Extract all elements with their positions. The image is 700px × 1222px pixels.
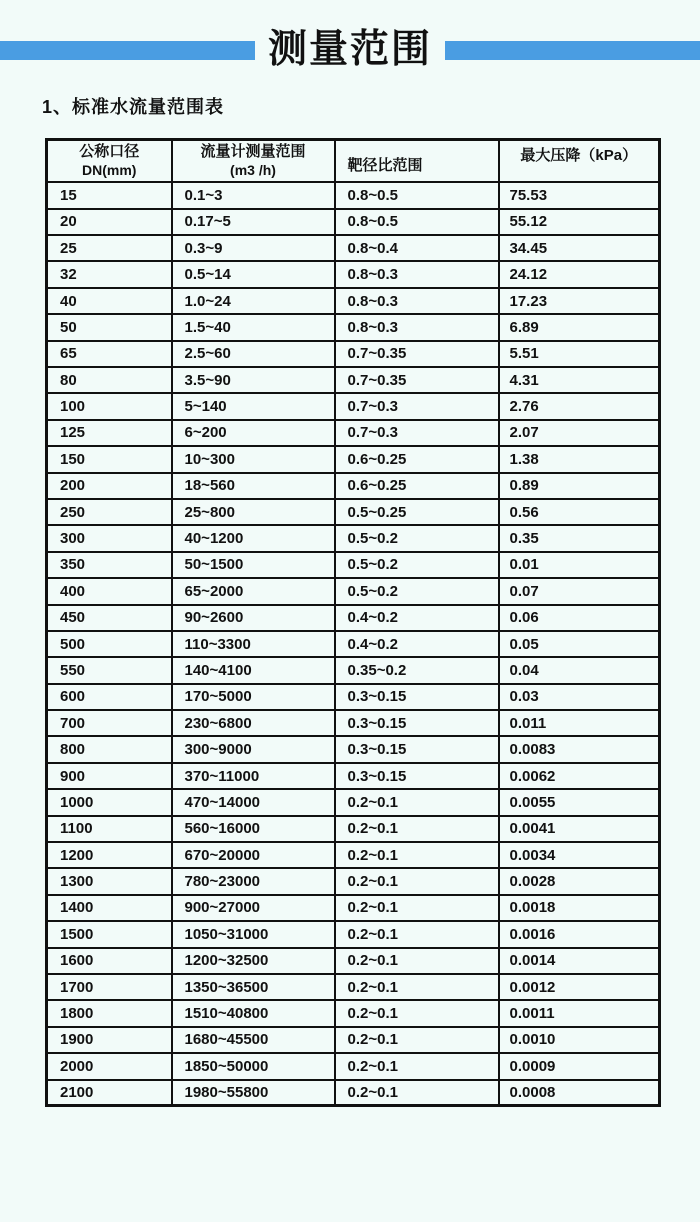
- table-row: [47, 974, 660, 1000]
- cell-max-pressure: 0.0012: [499, 974, 660, 1000]
- cell-dn: 200: [47, 473, 172, 499]
- table-row: [47, 420, 660, 446]
- cell-max-pressure: 34.45: [499, 235, 660, 261]
- cell-flow-range: 1510~40800: [172, 1000, 335, 1026]
- cell-dn: 1100: [47, 816, 172, 842]
- cell-ratio-range: 0.7~0.35: [335, 367, 499, 393]
- table-row: [47, 314, 660, 340]
- cell-flow-range: 65~2000: [172, 578, 335, 604]
- cell-ratio-range: 0.2~0.1: [335, 948, 499, 974]
- cell-dn: 2100: [47, 1080, 172, 1106]
- column-header-ratio-range-label: 靶径比范围: [347, 156, 423, 174]
- table-row: [47, 763, 660, 789]
- table-row: [47, 1080, 660, 1106]
- column-header-dn-unit: DN(mm): [82, 161, 137, 178]
- cell-max-pressure: 0.0008: [499, 1080, 660, 1106]
- cell-dn: 1000: [47, 789, 172, 815]
- cell-dn: 1700: [47, 974, 172, 1000]
- cell-max-pressure: 6.89: [499, 314, 660, 340]
- cell-dn: 250: [47, 499, 172, 525]
- cell-dn: 125: [47, 420, 172, 446]
- cell-max-pressure: 0.56: [499, 499, 660, 525]
- header-accent-bar-right: [445, 41, 700, 60]
- table-row: [47, 341, 660, 367]
- cell-max-pressure: 0.04: [499, 657, 660, 683]
- cell-max-pressure: 55.12: [499, 209, 660, 235]
- cell-ratio-range: 0.2~0.1: [335, 1000, 499, 1026]
- table-row: [47, 789, 660, 815]
- cell-ratio-range: 0.2~0.1: [335, 1080, 499, 1106]
- cell-ratio-range: 0.8~0.5: [335, 182, 499, 208]
- table-row: [47, 631, 660, 657]
- cell-dn: 80: [47, 367, 172, 393]
- cell-ratio-range: 0.7~0.35: [335, 341, 499, 367]
- cell-dn: 32: [47, 261, 172, 287]
- table-row: [47, 261, 660, 287]
- column-header-flow-range: [172, 140, 335, 183]
- cell-flow-range: 1050~31000: [172, 921, 335, 947]
- table-row: [47, 684, 660, 710]
- table-header: [47, 140, 660, 183]
- cell-dn: 50: [47, 314, 172, 340]
- cell-ratio-range: 0.2~0.1: [335, 895, 499, 921]
- page-root: [0, 22, 700, 1222]
- cell-flow-range: 110~3300: [172, 631, 335, 657]
- cell-ratio-range: 0.8~0.5: [335, 209, 499, 235]
- table-row: [47, 578, 660, 604]
- cell-dn: 1300: [47, 868, 172, 894]
- cell-max-pressure: 0.01: [499, 552, 660, 578]
- cell-ratio-range: 0.5~0.2: [335, 578, 499, 604]
- cell-flow-range: 10~300: [172, 446, 335, 472]
- cell-flow-range: 6~200: [172, 420, 335, 446]
- cell-dn: 450: [47, 605, 172, 631]
- cell-flow-range: 300~9000: [172, 736, 335, 762]
- cell-max-pressure: 0.05: [499, 631, 660, 657]
- table-row: [47, 1027, 660, 1053]
- flow-range-table: [45, 138, 661, 1107]
- cell-flow-range: 3.5~90: [172, 367, 335, 393]
- cell-flow-range: 1350~36500: [172, 974, 335, 1000]
- cell-dn: 1800: [47, 1000, 172, 1026]
- cell-ratio-range: 0.2~0.1: [335, 816, 499, 842]
- cell-flow-range: 670~20000: [172, 842, 335, 868]
- cell-flow-range: 1850~50000: [172, 1053, 335, 1079]
- table-row: [47, 473, 660, 499]
- cell-ratio-range: 0.6~0.25: [335, 473, 499, 499]
- table-row: [47, 868, 660, 894]
- cell-dn: 700: [47, 710, 172, 736]
- cell-flow-range: 0.1~3: [172, 182, 335, 208]
- cell-ratio-range: 0.5~0.2: [335, 525, 499, 551]
- table-row: [47, 525, 660, 551]
- cell-max-pressure: 0.0062: [499, 763, 660, 789]
- cell-flow-range: 230~6800: [172, 710, 335, 736]
- table-row: [47, 367, 660, 393]
- cell-ratio-range: 0.2~0.1: [335, 789, 499, 815]
- cell-max-pressure: 0.0011: [499, 1000, 660, 1026]
- cell-dn: 500: [47, 631, 172, 657]
- cell-ratio-range: 0.5~0.25: [335, 499, 499, 525]
- cell-ratio-range: 0.8~0.3: [335, 288, 499, 314]
- cell-dn: 550: [47, 657, 172, 683]
- cell-ratio-range: 0.2~0.1: [335, 868, 499, 894]
- cell-max-pressure: 0.0083: [499, 736, 660, 762]
- cell-max-pressure: 0.0028: [499, 868, 660, 894]
- cell-flow-range: 780~23000: [172, 868, 335, 894]
- cell-max-pressure: 4.31: [499, 367, 660, 393]
- cell-ratio-range: 0.3~0.15: [335, 684, 499, 710]
- cell-flow-range: 170~5000: [172, 684, 335, 710]
- cell-dn: 1600: [47, 948, 172, 974]
- column-header-dn-label: 公称口径: [79, 143, 140, 160]
- table-row: [47, 446, 660, 472]
- cell-dn: 1500: [47, 921, 172, 947]
- cell-max-pressure: 0.0055: [499, 789, 660, 815]
- cell-flow-range: 1200~32500: [172, 948, 335, 974]
- cell-ratio-range: 0.3~0.15: [335, 763, 499, 789]
- table-row: [47, 235, 660, 261]
- cell-dn: 15: [47, 182, 172, 208]
- table-row: [47, 921, 660, 947]
- cell-dn: 100: [47, 393, 172, 419]
- table-header-row: [47, 140, 660, 183]
- table-row: [47, 657, 660, 683]
- cell-ratio-range: 0.5~0.2: [335, 552, 499, 578]
- cell-flow-range: 560~16000: [172, 816, 335, 842]
- cell-max-pressure: 75.53: [499, 182, 660, 208]
- cell-flow-range: 90~2600: [172, 605, 335, 631]
- cell-ratio-range: 0.2~0.1: [335, 1027, 499, 1053]
- column-header-max-pressure: [499, 140, 660, 183]
- table-row: [47, 499, 660, 525]
- cell-max-pressure: 0.35: [499, 525, 660, 551]
- cell-ratio-range: 0.3~0.15: [335, 710, 499, 736]
- cell-flow-range: 0.3~9: [172, 235, 335, 261]
- table-row: [47, 288, 660, 314]
- table-row: [47, 552, 660, 578]
- cell-flow-range: 0.17~5: [172, 209, 335, 235]
- cell-dn: 2000: [47, 1053, 172, 1079]
- cell-dn: 1900: [47, 1027, 172, 1053]
- cell-flow-range: 2.5~60: [172, 341, 335, 367]
- table-row: [47, 605, 660, 631]
- table-row: [47, 895, 660, 921]
- cell-ratio-range: 0.35~0.2: [335, 657, 499, 683]
- cell-dn: 400: [47, 578, 172, 604]
- column-header-ratio-range: [335, 140, 499, 183]
- cell-flow-range: 5~140: [172, 393, 335, 419]
- cell-dn: 900: [47, 763, 172, 789]
- table-body: [47, 182, 660, 1106]
- column-header-max-pressure-label: 最大压降（kPa）: [520, 147, 638, 164]
- table-row: [47, 710, 660, 736]
- cell-max-pressure: 0.0041: [499, 816, 660, 842]
- cell-ratio-range: 0.6~0.25: [335, 446, 499, 472]
- table-row: [47, 842, 660, 868]
- cell-max-pressure: 2.07: [499, 420, 660, 446]
- table-row: [47, 209, 660, 235]
- header-banner: [0, 22, 700, 78]
- cell-flow-range: 0.5~14: [172, 261, 335, 287]
- cell-flow-range: 1.5~40: [172, 314, 335, 340]
- cell-dn: 1400: [47, 895, 172, 921]
- column-header-dn: [47, 140, 172, 183]
- cell-ratio-range: 0.2~0.1: [335, 974, 499, 1000]
- cell-flow-range: 900~27000: [172, 895, 335, 921]
- cell-dn: 1200: [47, 842, 172, 868]
- page-title: 测量范围: [268, 28, 433, 71]
- cell-dn: 350: [47, 552, 172, 578]
- cell-ratio-range: 0.4~0.2: [335, 631, 499, 657]
- cell-max-pressure: 0.0016: [499, 921, 660, 947]
- cell-flow-range: 50~1500: [172, 552, 335, 578]
- cell-dn: 25: [47, 235, 172, 261]
- cell-ratio-range: 0.8~0.4: [335, 235, 499, 261]
- cell-flow-range: 1680~45500: [172, 1027, 335, 1053]
- column-header-flow-range-label: 流量计测量范围: [200, 143, 306, 160]
- cell-ratio-range: 0.3~0.15: [335, 736, 499, 762]
- cell-max-pressure: 0.011: [499, 710, 660, 736]
- cell-dn: 40: [47, 288, 172, 314]
- cell-max-pressure: 0.0018: [499, 895, 660, 921]
- cell-flow-range: 18~560: [172, 473, 335, 499]
- cell-ratio-range: 0.8~0.3: [335, 314, 499, 340]
- cell-ratio-range: 0.2~0.1: [335, 842, 499, 868]
- header-accent-bar-left: [0, 41, 255, 60]
- table-row: [47, 1000, 660, 1026]
- cell-max-pressure: 1.38: [499, 446, 660, 472]
- table-row: [47, 1053, 660, 1079]
- table-row: [47, 393, 660, 419]
- cell-ratio-range: 0.4~0.2: [335, 605, 499, 631]
- section-heading: 1、标准水流量范围表: [42, 97, 225, 117]
- cell-max-pressure: 2.76: [499, 393, 660, 419]
- cell-flow-range: 1.0~24: [172, 288, 335, 314]
- cell-max-pressure: 0.0014: [499, 948, 660, 974]
- cell-dn: 65: [47, 341, 172, 367]
- table-row: [47, 948, 660, 974]
- cell-flow-range: 1980~55800: [172, 1080, 335, 1106]
- cell-max-pressure: 0.89: [499, 473, 660, 499]
- cell-max-pressure: 24.12: [499, 261, 660, 287]
- table-row: [47, 736, 660, 762]
- table-row: [47, 182, 660, 208]
- column-header-flow-range-unit: (m3 /h): [230, 161, 276, 178]
- cell-dn: 20: [47, 209, 172, 235]
- cell-ratio-range: 0.8~0.3: [335, 261, 499, 287]
- table-row: [47, 816, 660, 842]
- cell-ratio-range: 0.7~0.3: [335, 393, 499, 419]
- cell-max-pressure: 0.0034: [499, 842, 660, 868]
- cell-ratio-range: 0.2~0.1: [335, 1053, 499, 1079]
- cell-max-pressure: 17.23: [499, 288, 660, 314]
- cell-ratio-range: 0.7~0.3: [335, 420, 499, 446]
- cell-flow-range: 25~800: [172, 499, 335, 525]
- cell-flow-range: 370~11000: [172, 763, 335, 789]
- cell-dn: 300: [47, 525, 172, 551]
- cell-flow-range: 40~1200: [172, 525, 335, 551]
- cell-dn: 800: [47, 736, 172, 762]
- cell-flow-range: 140~4100: [172, 657, 335, 683]
- cell-ratio-range: 0.2~0.1: [335, 921, 499, 947]
- cell-dn: 600: [47, 684, 172, 710]
- cell-max-pressure: 0.0009: [499, 1053, 660, 1079]
- cell-max-pressure: 0.03: [499, 684, 660, 710]
- cell-max-pressure: 5.51: [499, 341, 660, 367]
- cell-max-pressure: 0.06: [499, 605, 660, 631]
- cell-flow-range: 470~14000: [172, 789, 335, 815]
- cell-max-pressure: 0.07: [499, 578, 660, 604]
- cell-max-pressure: 0.0010: [499, 1027, 660, 1053]
- cell-dn: 150: [47, 446, 172, 472]
